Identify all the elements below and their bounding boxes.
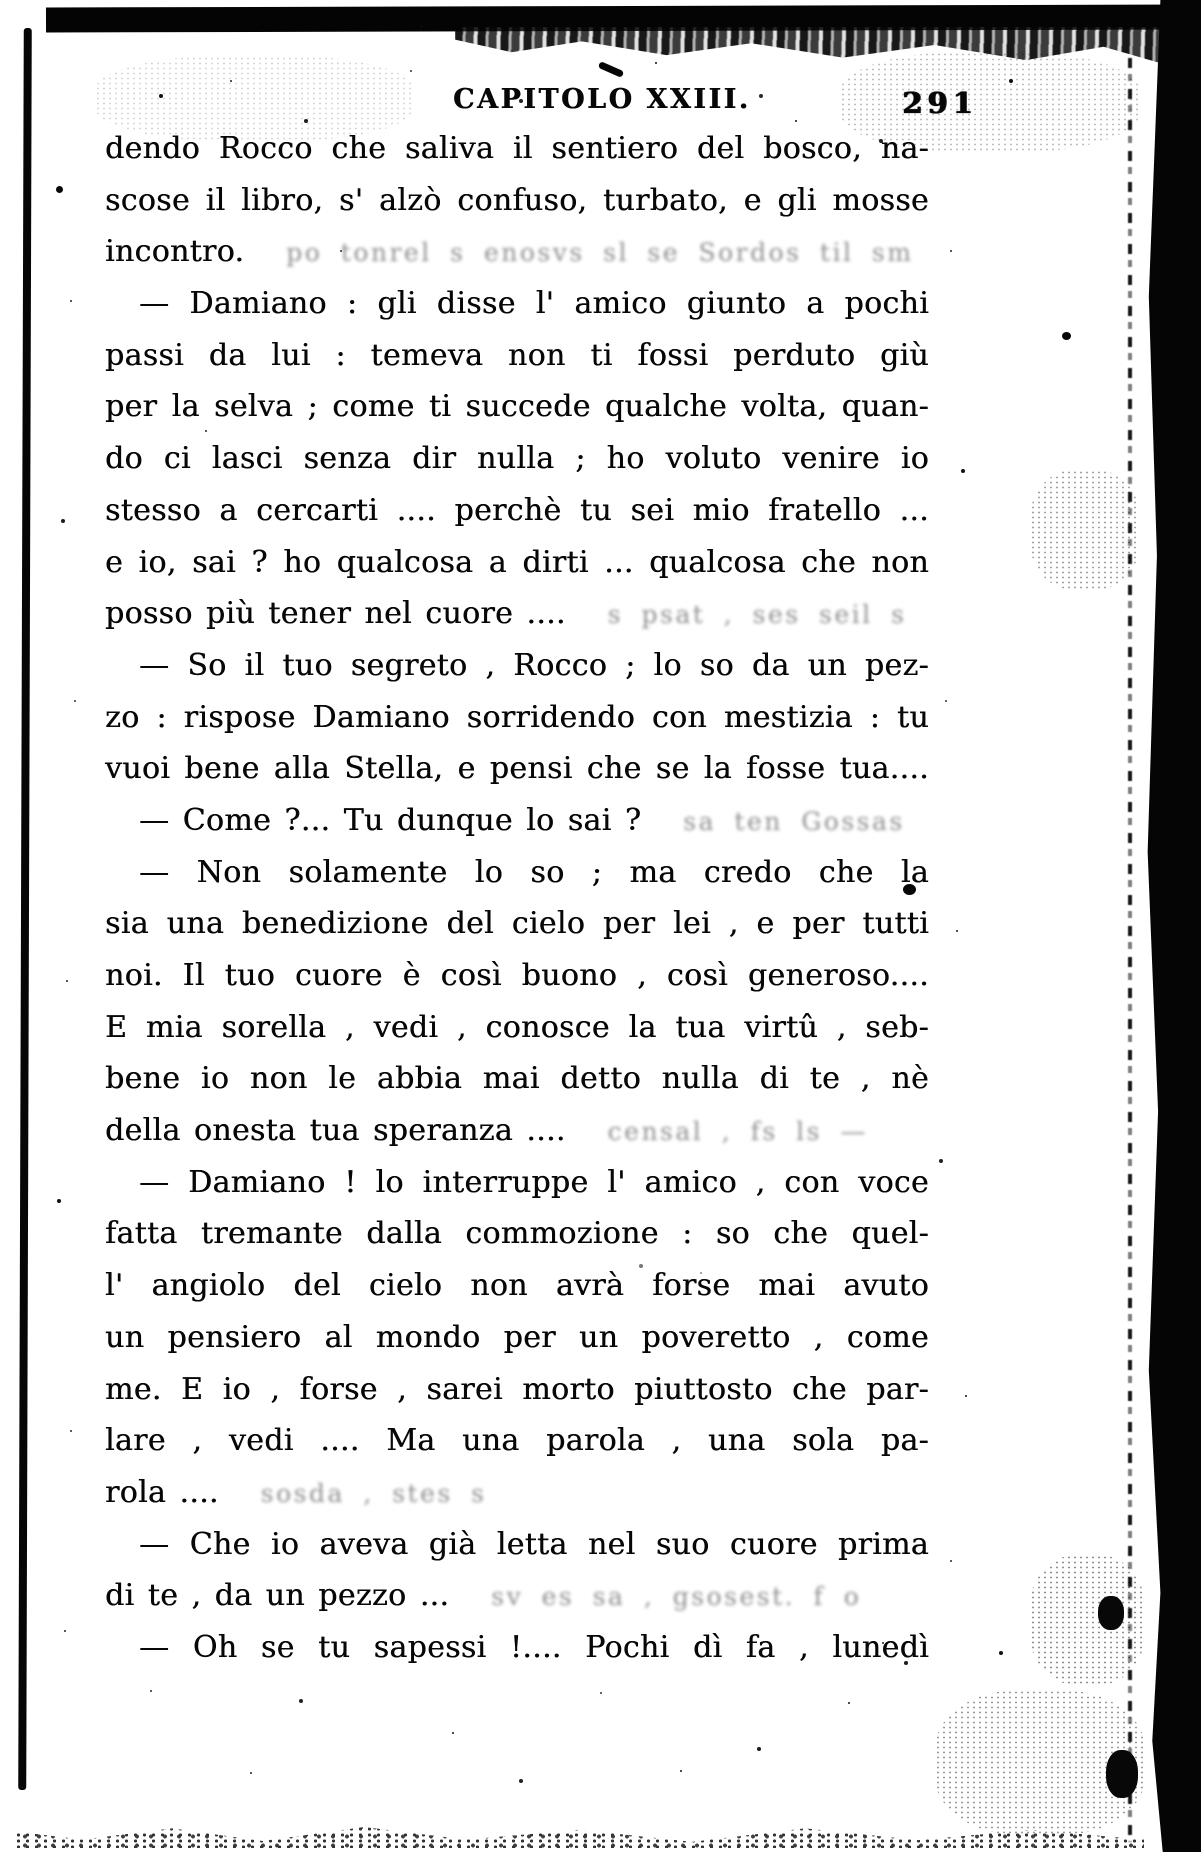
text-line: — Damiano : gli disse l' amico giunto a pochi xyxy=(139,286,929,322)
ink-blot xyxy=(1062,332,1071,340)
text-line: e io, sai ? ho qualcosa a dirti ... qualcosa che non xyxy=(105,544,929,580)
right-binding-band xyxy=(1143,0,1201,1852)
text-line: stesso a cercarti .... perchè tu sei mio fratello ... xyxy=(105,492,929,528)
bleed-through-text: sa ten Gossas xyxy=(683,806,905,836)
scan-noise-dots xyxy=(0,0,2,2)
bleed-through-text: sosda , stes s xyxy=(260,1478,487,1508)
bleed-through-text: sv es sa , gsosest. f o xyxy=(491,1582,862,1612)
text-line: bene io non le abbia mai detto nulla di te , nè xyxy=(105,1061,929,1097)
ink-speckle-cluster xyxy=(1030,470,1140,590)
text-line: un pensiero al mondo per un poveretto , come xyxy=(105,1319,929,1355)
bleed-through-text: censal , fs ls — xyxy=(607,1117,868,1147)
page-number: 291 xyxy=(902,86,978,120)
text-line: — Come ?... Tu dunque lo sai ? sa ten Gossas xyxy=(139,802,905,838)
text-line: scose il libro, s' alzò confuso, turbato, e gli mosse xyxy=(105,182,929,218)
running-header xyxy=(105,84,978,124)
text-line: lare , vedi .... Ma una parola , una sola pa- xyxy=(105,1423,929,1459)
text-line: rola .... sosda , stes s xyxy=(105,1474,487,1510)
left-edge-rule xyxy=(18,28,32,1790)
text-line: l' angiolo del cielo non avrà forse mai avuto xyxy=(105,1268,929,1304)
text-line: E mia sorella , vedi , conosce la tua virtû , seb- xyxy=(105,1009,929,1045)
text-line: incontro. po tonrel s enosvs sl se Sordos til sm xyxy=(105,234,914,270)
ink-blot xyxy=(1106,1750,1138,1798)
text-block xyxy=(105,123,929,1674)
text-line: per la selva ; come ti succede qualche volta, quan- xyxy=(105,389,929,425)
text-line: sia una benedizione del cielo per lei , e per tutti xyxy=(105,906,929,942)
ink-blot xyxy=(56,186,63,193)
text-line: zo : rispose Damiano sorridendo con mestizia : tu xyxy=(105,699,929,735)
text-line: — Che io aveva già letta nel suo cuore prima xyxy=(139,1526,929,1562)
ink-blot xyxy=(1098,1596,1124,1630)
text-line: noi. Il tuo cuore è così buono , così generoso.... xyxy=(105,958,929,993)
ink-speckle-cluster xyxy=(1030,1555,1145,1685)
bleed-through-text: po tonrel s enosvs sl se Sordos til sm xyxy=(286,238,914,268)
text-line: dendo Rocco che saliva il sentiero del bosco, na- xyxy=(105,131,929,166)
text-line: — Damiano ! lo interruppe l' amico , con voce xyxy=(139,1164,929,1200)
text-line: passi da lui : temeva non ti fossi perduto giù xyxy=(105,337,929,373)
text-line: di te , da un pezzo ... sv es sa , gsosest. f o xyxy=(105,1578,862,1614)
text-line: me. E io , forse , sarei morto piuttosto che par- xyxy=(105,1371,929,1407)
text-line: — Oh se tu sapessi !.... Pochi dì fa , lunedì xyxy=(139,1629,929,1665)
bleed-through-text: s psat , ses seil s xyxy=(607,600,907,630)
chapter-title: CAPITOLO XXIII. xyxy=(453,84,751,115)
text-line: della onesta tua speranza .... censal , fs ls — xyxy=(105,1113,868,1149)
text-line: fatta tremante dalla commozione : so che quel- xyxy=(105,1216,929,1252)
text-line: do ci lasci senza dir nulla ; ho voluto venire io xyxy=(105,441,929,477)
stray-accent-mark xyxy=(598,61,625,78)
text-line: — So il tuo segreto , Rocco ; lo so da un pez- xyxy=(139,647,929,683)
text-line: — Non solamente lo so ; ma credo che la xyxy=(139,854,929,890)
text-line: posso più tener nel cuore .... s psat , ses seil s xyxy=(105,596,907,632)
text-line: vuoi bene alla Stella, e pensi che se la fosse tua.... xyxy=(105,751,929,787)
